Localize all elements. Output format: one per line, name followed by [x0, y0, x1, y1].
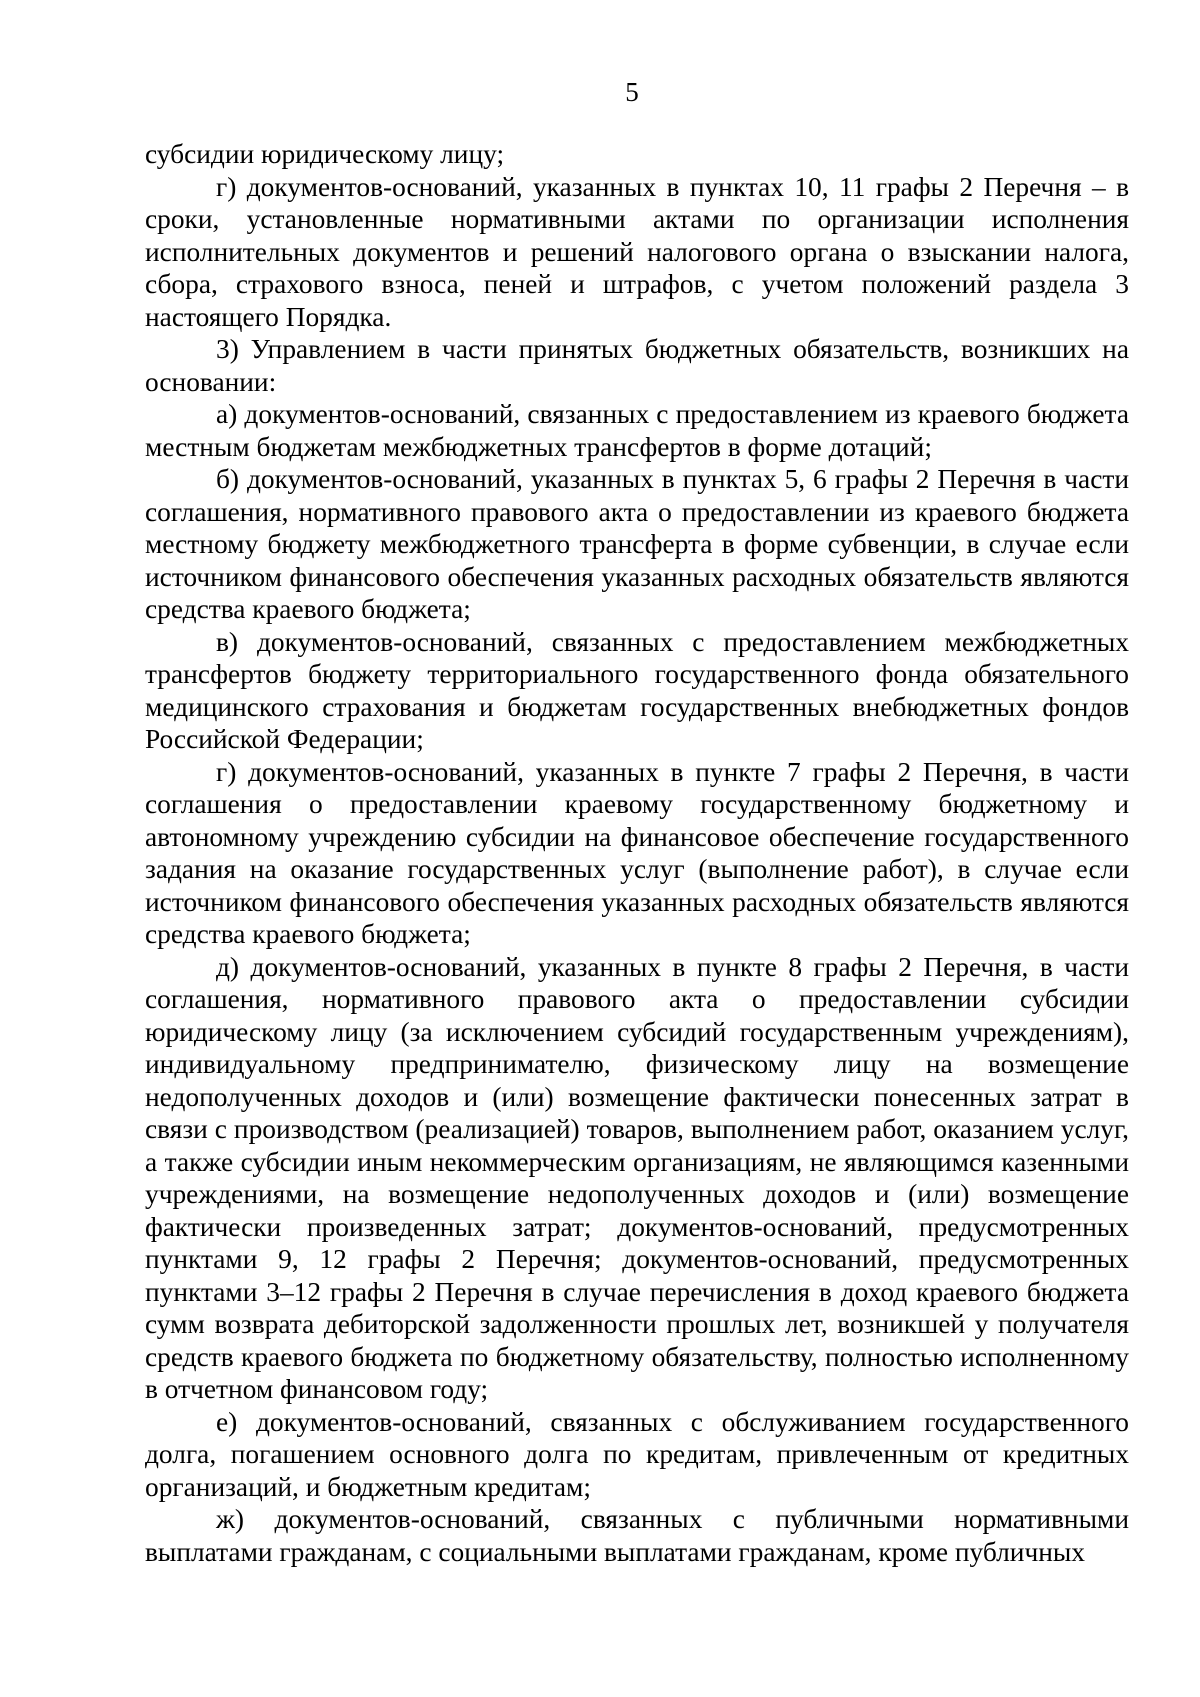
paragraph: г) документов-оснований, указанных в пункте 7 графы 2 Перечня, в части соглашения о предоставлении краевому государственному бюджетному и автономному учреждению субсидии на финансовое обеспечение государственного задания на оказание государственных услуг (выполнение работ), в случае если источником финансового обеспечения указанных расходных обязательств являются средства краевого бюджета; — [145, 756, 1129, 949]
paragraph: 3) Управлением в части принятых бюджетных обязательств, возникших на основании: — [145, 334, 1129, 397]
paragraph: д) документов-оснований, указанных в пункте 8 графы 2 Перечня, в части соглашения, нормативного правового акта о предоставлении субсидии юридическому лицу (за исключением субсидий государственным учреждениям), индивидуальному предпринимателю, физическому лицу на возмещение недополученных доходов и (или) возмещение фактически понесенных затрат в связи с производством (реализацией) товаров, выполнением работ, оказанием услуг, а также субсидии иным некоммерческим организациям, не являющимся казенными учреждениями, на возмещение недополученных доходов и (или) возмещение фактически произведенных затрат; документов-оснований, предусмотренных пунктами 9, 12 графы 2 Перечня; документов-оснований, предусмотренных пунктами 3–12 графы 2 Перечня в случае перечисления в доход краевого бюджета сумм возврата дебиторской задолженности прошлых лет, возникшей у получателя средств краевого бюджета по бюджетному обязательству, полностью исполненному в отчетном финансовом году; — [145, 951, 1129, 1404]
paragraph: а) документов-оснований, связанных с предоставлением из краевого бюджета местным бюджетам межбюджетных трансфертов в форме дотаций; — [145, 399, 1129, 462]
paragraph: в) документов-оснований, связанных с предоставлением межбюджетных трансфертов бюджету территориального государственного фонда обязательного медицинского страхования и бюджетам государственных внебюджетных фондов Российской Федерации; — [145, 626, 1129, 754]
paragraph: б) документов-оснований, указанных в пунктах 5, 6 графы 2 Перечня в части соглашения, нормативного правового акта о предоставлении из краевого бюджета местному бюджету межбюджетного трансферта в форме субвенции, в случае если источником финансового обеспечения указанных расходных обязательств являются средства краевого бюджета; — [145, 464, 1129, 624]
paragraph: ж) документов-оснований, связанных с публичными нормативными выплатами гражданам, с социальными выплатами гражданам, кроме публичных — [145, 1504, 1129, 1567]
paragraph: г) документов-оснований, указанных в пунктах 10, 11 графы 2 Перечня – в сроки, установленные нормативными актами по организации исполнения исполнительных документов и решений налогового органа о взыскании налога, сбора, страхового взноса, пеней и штрафов, с учетом положений раздела 3 настоящего Порядка. — [145, 171, 1129, 332]
document-body — [145, 138, 1129, 1568]
paragraph: е) документов-оснований, связанных с обслуживанием государственного долга, погашением основного долга по кредитам, привлеченным от кредитных организаций, и бюджетным кредитам; — [145, 1406, 1129, 1502]
page-number: 5 — [625, 77, 639, 107]
paragraph: субсидии юридическому лицу; — [145, 139, 505, 169]
